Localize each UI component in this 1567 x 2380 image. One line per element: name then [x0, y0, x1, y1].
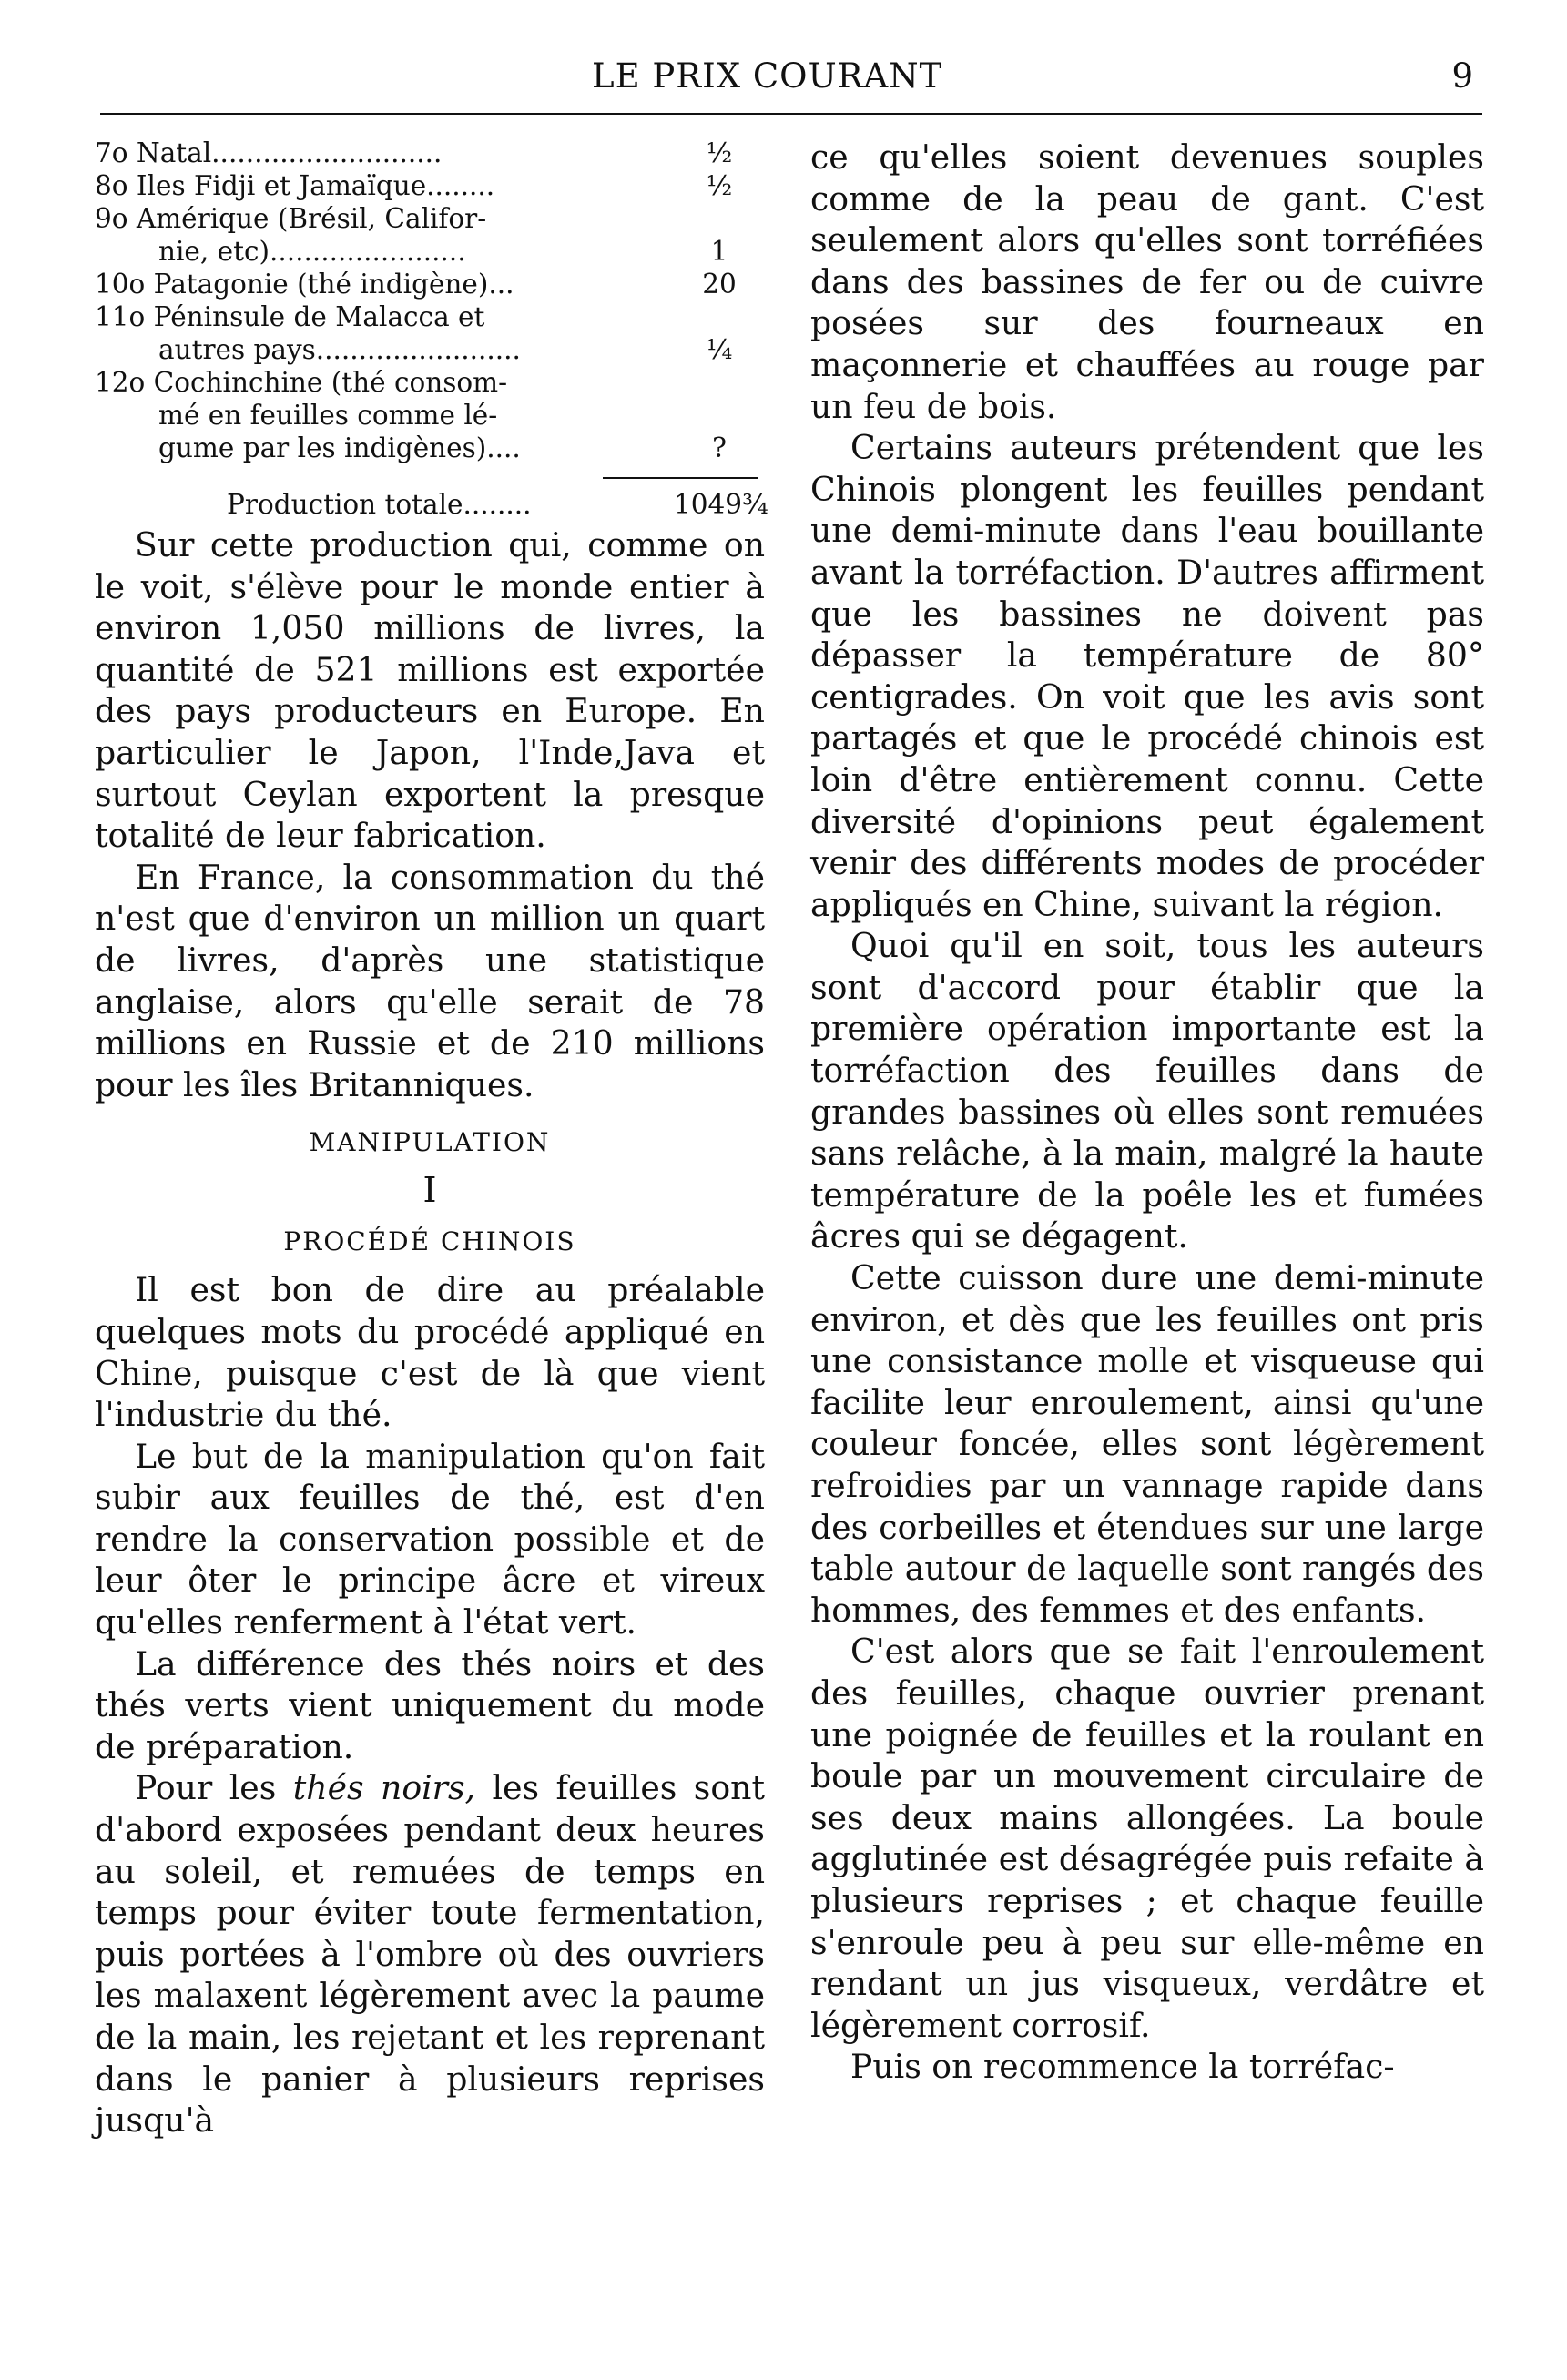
table-row-label: 10o Patagonie (thé indigène)... — [95, 269, 514, 300]
page-header — [100, 53, 1482, 107]
paragraph — [95, 1767, 765, 2141]
subsection-heading: PROCÉDÉ CHINOIS — [283, 1226, 576, 1257]
table-row-value: 20 — [702, 269, 737, 300]
paragraph: Cette cuisson dure une demi-minute environ, et dès que les feuilles ont pris une consistance molle et visqueuse qui facilite leur enroulement, ainsi qu'une couleur foncée, elles sont légèrement refroidies par un vannage rapide dans des corbeilles et étendues sur une large table autour de laquelle sont rangés des hommes, des femmes et des enfants. — [810, 1258, 1484, 1630]
paragraph: Il est bon de dire au préalable quelques mots du procédé appliqué en Chine, puisque c'est de là que vient l'industrie du thé. — [95, 1270, 765, 1435]
table-row — [95, 268, 765, 300]
paragraph: Certains auteurs prétendent que les Chinois plongent les feuilles pendant une demi-minute dans l'eau bouillante avant la torréfaction. D'autres affirment que les bassines ne doivent pas dépasser la température de 80° centigrades. On voit que les avis sont partagés et que le procédé chinois est loin d'être entièrement connu. Cette diversité d'opinions peut également venir des différents modes de procéder appliqués en Chine, suivant la région. — [810, 428, 1484, 924]
table-row-label-continued: mé en feuilles comme lé- — [158, 400, 498, 431]
running-title: LE PRIX COURANT — [592, 56, 943, 96]
production-table — [95, 137, 768, 521]
table-row — [95, 366, 765, 464]
table-row-label-continued: nie, etc)....................... — [158, 236, 466, 267]
table-row — [95, 137, 765, 169]
paragraph: La différence des thés noirs et des thés verts vient uniquement du mode de préparation. — [95, 1643, 765, 1766]
table-row-value: ? — [712, 432, 727, 463]
table-row-label: 8o Iles Fidji et Jamaïque........ — [95, 170, 495, 201]
sum-rule — [603, 477, 758, 479]
table-row-label-line: 11o Péninsule de Malacca et — [95, 301, 485, 332]
table-row-label — [95, 300, 674, 366]
table-total-row — [95, 488, 768, 521]
page-number: 9 — [1451, 56, 1473, 96]
table-row-label-continued: autres pays........................ — [158, 334, 521, 365]
left-column — [95, 137, 768, 2141]
paragraph: C'est alors que se fait l'enroulement des feuilles, chaque ouvrier prenant une poignée de feuilles et la roulant en boule par un mouvement circulaire de ses deux mains allongées. La boule agglutinée est désagrégée puis refaite à plusieurs reprises ; et chaque feuille s'enroule peu à peu sur elle-même en rendant un jus visqueux, verdâtre et légèrement corrosif. — [810, 1632, 1484, 2045]
table-row-label-line: 12o Cochinchine (thé consom- — [95, 367, 508, 398]
header-rule — [100, 113, 1482, 115]
right-column — [810, 137, 1484, 2088]
table-row-value: ½ — [706, 137, 733, 168]
table-row-value: ½ — [706, 170, 733, 201]
paragraph: ce qu'elles soient devenues souples comme de la peau de gant. C'est seulement alors qu'elles sont torréfiées dans des bassines de fer ou de cuivre posées sur des fourneaux en maçonnerie et chauffées au rouge par un feu de bois. — [810, 137, 1484, 426]
paragraph: Sur cette production qui, comme on le voit, s'élève pour le monde entier à environ 1,050 millions de livres, la quantité de 521 millions est exportée des pays producteurs en Europe. En particulier le Japon, l'Inde,Java et surtout Ceylan exportent la presque totalité de leur fabrication. — [95, 525, 765, 856]
table-row-label — [95, 366, 674, 464]
table-row-label: 7o Natal........................... — [95, 137, 443, 168]
paragraph: Puis on recommence la torréfac- — [850, 2047, 1395, 2087]
table-row-value: ¼ — [706, 334, 733, 365]
table-row-label-continued: gume par les indigènes).... — [158, 432, 521, 463]
paragraph: Le but de la manipulation qu'on fait subir aux feuilles de thé, est d'en rendre la conservation possible et de leur ôter le principe âcre et vireux qu'elles renferment à l'état vert. — [95, 1436, 765, 1643]
table-row-label-line: 9o Amérique (Brésil, Califor- — [95, 203, 487, 234]
section-heading: MANIPULATION — [309, 1127, 551, 1158]
table-total-value: 1049¾ — [674, 489, 768, 520]
table-row-label — [95, 202, 674, 268]
italic-term: thés noirs, — [292, 1768, 476, 1808]
table-row — [95, 202, 765, 268]
table-row — [95, 169, 765, 202]
paragraph-text: les feuilles sont d'abord exposées pendant deux heures au soleil, et remuées de temps en temps pour éviter toute fermentation, puis portées à l'ombre où des ouvriers les malaxent légèrement avec la paume de la main, les rejetant et les reprenant dans le panier à plusieurs reprises jusqu'à — [95, 1768, 765, 2141]
table-row — [95, 300, 765, 366]
section-number: I — [422, 1170, 437, 1211]
paragraph: Quoi qu'il en soit, tous les auteurs sont d'accord pour établir que la première opération importante est la torréfaction des feuilles dans de grandes bassines où elles sont remuées sans relâche, à la main, malgré la haute température de la poêle les et fumées âcres qui se dégagent. — [810, 926, 1484, 1256]
table-row-value: 1 — [710, 236, 728, 267]
table-total-label: Production totale........ — [227, 489, 532, 520]
paragraph: En France, la consommation du thé n'est que d'environ un million un quart de livres, d'après une statistique anglaise, alors qu'elle serait de 78 millions en Russie et de 210 millions pour les îles Britanniques. — [95, 857, 765, 1104]
paragraph-text: Pour les — [135, 1768, 293, 1808]
